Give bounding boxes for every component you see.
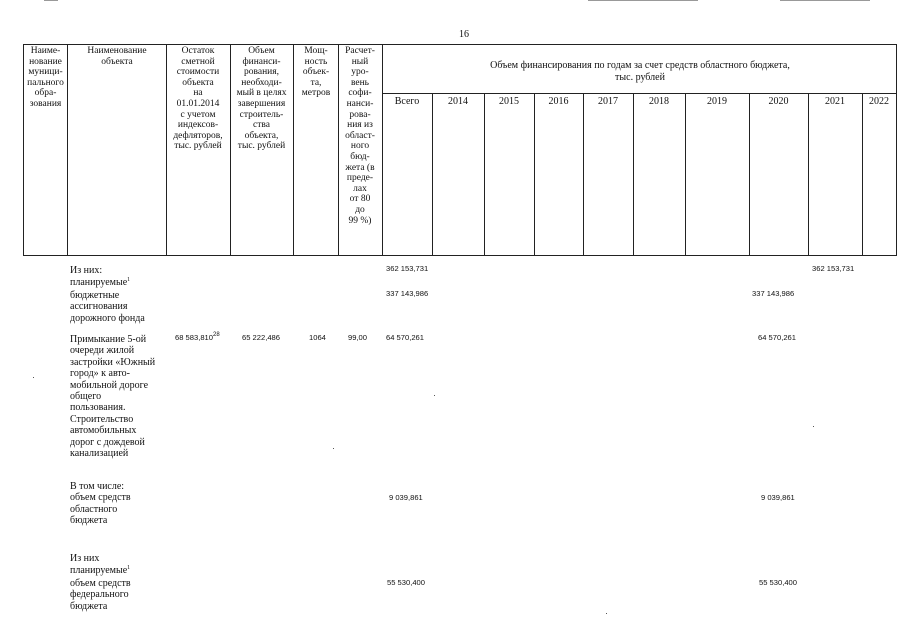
header-funding-by-years: Объем финансирования по годам за счет средств областного бюджета, тыс. рублей	[490, 60, 790, 83]
years-row-top-border	[382, 93, 897, 94]
cell-estimate-balance	[175, 333, 220, 342]
row-label-federal-budget: объем средств федерального бюджета	[70, 578, 131, 612]
year-label-total: Всего	[394, 96, 420, 107]
scan-speck	[33, 377, 34, 378]
year-col-divider	[862, 93, 863, 256]
header-estimate-balance: Остаток сметной стоимости объекта на 01.01.2014 с учетом индексов- дефляторов, тыс. рублей	[173, 46, 223, 152]
row-label-planned	[70, 254, 130, 288]
row-label-planned-2	[70, 542, 130, 576]
year-col-divider	[484, 93, 485, 256]
year-label-2016: 2016	[548, 96, 569, 107]
year-label-2014: 2014	[448, 96, 468, 107]
cell-2020: 337 143,986	[752, 289, 795, 298]
cell-estimate-balance-value: 68 583,810	[175, 333, 214, 342]
footnote-mark: 28	[213, 332, 220, 338]
year-label-2021: 2021	[825, 96, 845, 107]
cell-total: 337 143,986	[386, 289, 429, 298]
page-number: 16	[459, 29, 469, 40]
cell-total: 362 153,731	[386, 264, 429, 273]
year-col-divider	[685, 93, 686, 256]
row-label-road-fund: бюджетные ассигнования дорожного фонда	[70, 290, 145, 324]
row-label-text: Из них: планируемые	[70, 265, 128, 288]
cell-cofinancing: 99,00	[348, 333, 368, 342]
header-capacity: Мощ- ность объек- та, метров	[301, 46, 331, 99]
cell-financing-volume: 65 222,486	[242, 333, 281, 342]
year-label-2015: 2015	[499, 96, 519, 107]
row-label-regional-budget: В том числе: объем средств областного бюджета	[70, 481, 131, 527]
scan-speck	[606, 613, 607, 614]
year-label-2019: 2019	[707, 96, 727, 107]
scan-speck	[434, 395, 435, 396]
year-col-divider	[808, 93, 809, 256]
cell-total: 9 039,861	[389, 493, 423, 502]
scan-speck	[333, 448, 334, 449]
year-label-2018: 2018	[649, 96, 669, 107]
cell-total: 64 570,261	[386, 333, 425, 342]
col-divider	[382, 44, 383, 256]
row-label-text: Из них планируемые	[70, 553, 128, 576]
year-label-2022: 2022	[869, 96, 889, 107]
header-financing-volume: Объем финанси- рования, необходи- мый в целях завершения строитель- ства объекта, тыс. рублей	[236, 46, 287, 152]
cell-capacity: 1064	[309, 333, 326, 342]
cell-2020: 9 039,861	[761, 493, 795, 502]
scan-artifact-line	[588, 0, 698, 1]
footnote-mark: 1	[127, 276, 131, 283]
year-col-divider	[583, 93, 584, 256]
year-label-2020: 2020	[768, 96, 789, 107]
cell-total: 55 530,400	[387, 578, 426, 587]
col-divider	[896, 44, 897, 256]
header-bottom-border	[23, 255, 897, 256]
header-object-name: Наименование объекта	[87, 46, 147, 67]
col-divider	[67, 44, 68, 256]
scan-speck	[813, 426, 814, 427]
cell-2020: 64 570,261	[758, 333, 797, 342]
header-cofinancing-level: Расчет- ный уро- вень софи- нанси- рова- ния из област- ного бюд- жета (в преде- лах от 80 до 99 %)	[345, 46, 375, 226]
scan-artifact-line	[780, 0, 870, 1]
row-label-object: Примыкание 5-ой очереди жилой застройки «Южный город» к авто- мобильной дороге общего пользования. Строительство автомобильных дорог с дождевой канализацией	[70, 334, 156, 460]
cell-2021: 362 153,731	[812, 264, 855, 273]
table-top-border	[23, 44, 897, 45]
year-col-divider	[633, 93, 634, 256]
year-label-2017: 2017	[598, 96, 618, 107]
header-municipality: Наиме- нование муници- пального обра- зования	[27, 46, 64, 109]
year-col-divider	[534, 93, 535, 256]
footnote-mark: 1	[127, 564, 131, 571]
scan-artifact-line	[44, 0, 58, 1]
year-col-divider	[749, 93, 750, 256]
cell-2020: 55 530,400	[759, 578, 798, 587]
year-col-divider	[432, 93, 433, 256]
